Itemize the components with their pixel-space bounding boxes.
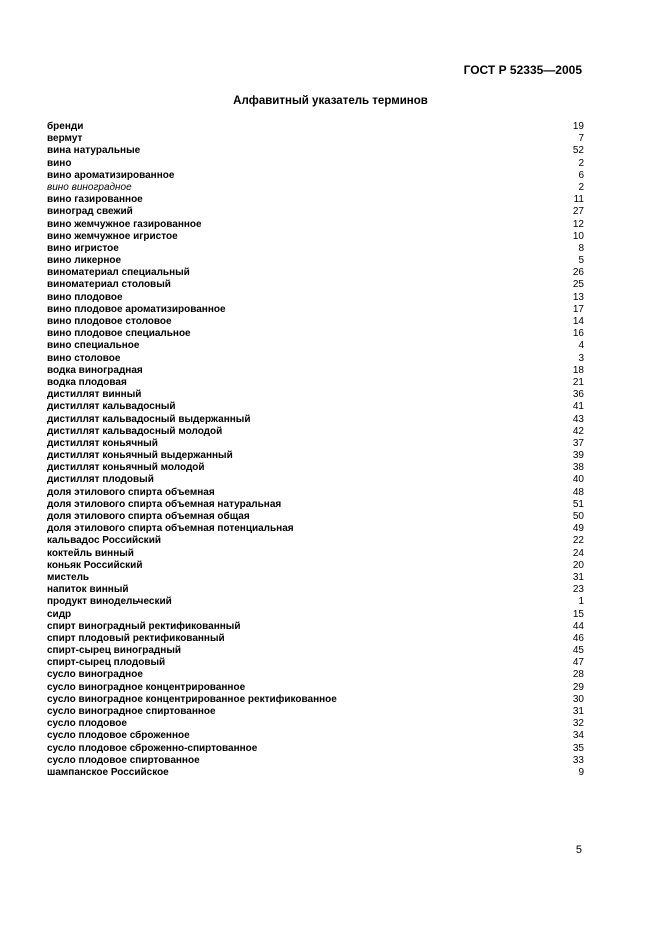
index-entry [47,414,584,426]
index-entry-ref: 42 [572,425,584,437]
index-entry [47,365,584,377]
index-entry-term: дистиллят кальвадосный [47,401,176,413]
index-entry [47,706,584,718]
index-entry-term: спирт виноградный ректификованный [47,620,241,632]
index-entry-ref: 20 [572,559,584,571]
index-entry [47,669,584,681]
index-entry-term: вино жемчужное газированное [47,218,202,230]
index-entry-ref: 8 [578,242,584,254]
index-entry-term: виноматериал специальный [47,267,190,279]
index-entry [47,767,584,779]
index-entry-term: вино плодовое специальное [47,328,191,340]
index-entry [47,438,584,450]
index-entry-term: виноматериал столовый [47,279,171,291]
index-entry-ref: 36 [572,389,584,401]
index-entry-ref: 35 [572,742,584,754]
index-entry-ref: 22 [572,535,584,547]
index-entry-ref: 14 [572,316,584,327]
index-entry [47,389,584,401]
index-entry [47,487,584,499]
index-entry-term: доля этилового спирта объемная потенциальная [47,523,294,535]
term-index-list [47,121,584,779]
index-entry-ref: 17 [572,303,584,315]
index-entry-ref: 21 [572,376,584,388]
index-entry-ref: 37 [572,437,584,449]
index-entry-ref: 52 [572,145,584,157]
index-entry [47,304,584,316]
index-entry [47,730,584,742]
index-entry [47,548,584,560]
index-entry-term: вино ликерное [47,255,122,267]
index-entry [47,133,584,145]
index-entry [47,560,584,572]
index-entry-term: доля этилового спирта объемная [47,486,215,498]
index-entry-term: водка виноградная [47,364,143,376]
index-entry-ref: 49 [572,523,584,535]
index-entry-ref: 2 [578,157,584,169]
index-entry-ref: 18 [572,364,584,376]
index-entry-ref: 45 [572,645,584,657]
index-entry-term: виноград свежий [47,206,133,218]
index-entry-term: кальвадос Российский [47,535,161,547]
index-entry [47,292,584,304]
index-entry-term: напиток винный [47,584,129,596]
index-entry-term: сусло виноградное концентрированное [47,681,246,693]
index-entry-ref: 10 [572,230,584,242]
index-entry [47,401,584,413]
index-entry [47,170,584,182]
index-entry [47,328,584,340]
index-entry-ref: 25 [572,279,584,291]
index-entry-ref: 48 [572,486,584,498]
index-entry-ref: 11 [573,194,584,206]
index-entry-term: коньяк Российский [47,559,143,571]
index-entry-term: сусло плодовое [47,718,127,730]
index-entry-ref: 5 [578,255,584,267]
index-entry [47,353,584,365]
index-entry-term: вино игристое [47,242,119,254]
index-entry-term: вино плодовое столовое [47,316,172,327]
index-entry [47,316,584,328]
index-entry-term: сидр [47,608,72,620]
index-entry [47,158,584,170]
index-entry-ref: 30 [572,693,584,705]
index-entry-ref: 1 [578,596,584,608]
index-entry-ref: 51 [572,498,584,510]
index-entry-term: спирт-сырец плодовый [47,657,166,669]
index-entry-term: дистиллят кальвадосный молодой [47,425,223,437]
index-entry-term: дистиллят коньячный молодой [47,462,205,474]
index-entry [47,633,584,645]
index-entry [47,194,584,206]
index-entry-ref: 43 [572,413,584,425]
index-entry-ref: 28 [572,669,584,681]
index-entry-term: вермут [47,133,83,145]
index-entry [47,584,584,596]
index-entry [47,682,584,694]
index-entry-ref: 39 [572,450,584,462]
index-entry-term: доля этилового спирта объемная общая [47,511,250,522]
index-entry-ref: 3 [578,352,584,364]
index-entry [47,279,584,291]
index-entry-ref: 31 [572,706,584,717]
index-entry [47,474,584,486]
index-entry-ref: 34 [572,730,584,742]
index-entry-ref: 12 [572,218,584,230]
index-entry [47,231,584,243]
index-entry [47,462,584,474]
index-entry-ref: 29 [572,681,584,693]
index-entry-ref: 33 [572,754,584,766]
index-entry [47,535,584,547]
index-entry-ref: 44 [572,620,584,632]
index-entry-term: сусло виноградное [47,669,143,681]
index-entry-term: вина натуральные [47,145,141,157]
index-entry-term: вино ароматизированное [47,169,175,181]
index-entry-term: сусло плодовое сброженно-спиртованное [47,742,258,754]
index-entry-term: вино виноградное [47,181,132,193]
index-entry-ref: 38 [572,462,584,474]
index-entry-ref: 26 [572,267,584,279]
index-entry-ref: 4 [578,340,584,352]
index-entry [47,243,584,255]
index-entry [47,450,584,462]
index-entry [47,426,584,438]
index-entry-term: спирт-сырец виноградный [47,645,182,657]
index-entry-term: дистиллят коньячный [47,437,158,449]
index-entry-ref: 2 [578,181,584,193]
index-entry-term: дистиллят кальвадосный выдержанный [47,413,251,425]
index-entry [47,609,584,621]
index-entry-ref: 19 [572,121,584,132]
index-entry [47,340,584,352]
index-entry-ref: 13 [572,291,584,303]
index-entry [47,377,584,389]
index-entry [47,206,584,218]
index-entry-ref: 31 [572,571,584,583]
index-entry-ref: 9 [578,766,584,778]
index-entry [47,694,584,706]
index-entry-ref: 50 [572,511,584,522]
index-entry-term: сусло виноградное спиртованное [47,706,216,717]
index-entry-term: вино газированное [47,194,143,206]
index-entry [47,511,584,523]
index-entry-ref: 41 [572,401,584,413]
index-entry [47,755,584,767]
index-entry-ref: 24 [572,547,584,559]
index-entry [47,572,584,584]
index-entry-term: сусло плодовое спиртованное [47,754,200,766]
index-entry-term: водка плодовая [47,376,127,388]
index-entry-ref: 47 [572,657,584,669]
index-entry-term: вино специальное [47,340,140,352]
index-entry [47,499,584,511]
index-entry [47,657,584,669]
index-entry [47,621,584,633]
index-entry-term: вино плодовое [47,291,123,303]
index-entry [47,718,584,730]
index-entry-ref: 6 [578,169,584,181]
index-entry [47,219,584,231]
index-entry-term: шампанское Российское [47,766,169,778]
index-entry-ref: 15 [572,608,584,620]
index-entry-term: сусло плодовое сброженное [47,730,190,742]
index-entry-ref: 27 [572,206,584,218]
index-entry-term: спирт плодовый ректификованный [47,632,225,644]
index-entry-term: сусло виноградное концентрированное ректификованное [47,693,337,705]
index-entry-term: дистиллят винный [47,389,142,401]
index-entry-term: вино столовое [47,352,121,364]
index-entry [47,523,584,535]
index-entry [47,182,584,194]
index-entry-term: вино [47,157,72,169]
index-entry [47,645,584,657]
index-entry-ref: 46 [572,632,584,644]
page-number: 5 [575,844,582,856]
index-entry-ref: 40 [572,474,584,486]
index-title: Алфавитный указатель терминов [233,95,428,107]
index-entry-term: дистиллят коньячный выдержанный [47,450,233,462]
index-entry [47,267,584,279]
index-entry-ref: 16 [572,328,584,340]
index-entry-term: бренди [47,121,84,132]
index-entry-term: доля этилового спирта объемная натуральная [47,498,282,510]
index-entry-ref: 23 [572,584,584,596]
index-entry [47,743,584,755]
index-entry-ref: 32 [572,718,584,730]
index-entry-term: вино плодовое ароматизированное [47,303,226,315]
document-code: ГОСТ Р 52335—2005 [463,63,582,77]
index-entry [47,596,584,608]
index-entry-term: продукт винодельческий [47,596,172,608]
index-entry [47,121,584,133]
index-entry-term: вино жемчужное игристое [47,230,178,242]
index-entry [47,145,584,157]
index-entry-term: дистиллят плодовый [47,474,154,486]
index-entry-term: мистель [47,571,90,583]
index-entry [47,255,584,267]
index-entry-term: коктейль винный [47,547,134,559]
index-entry-ref: 7 [578,133,584,145]
